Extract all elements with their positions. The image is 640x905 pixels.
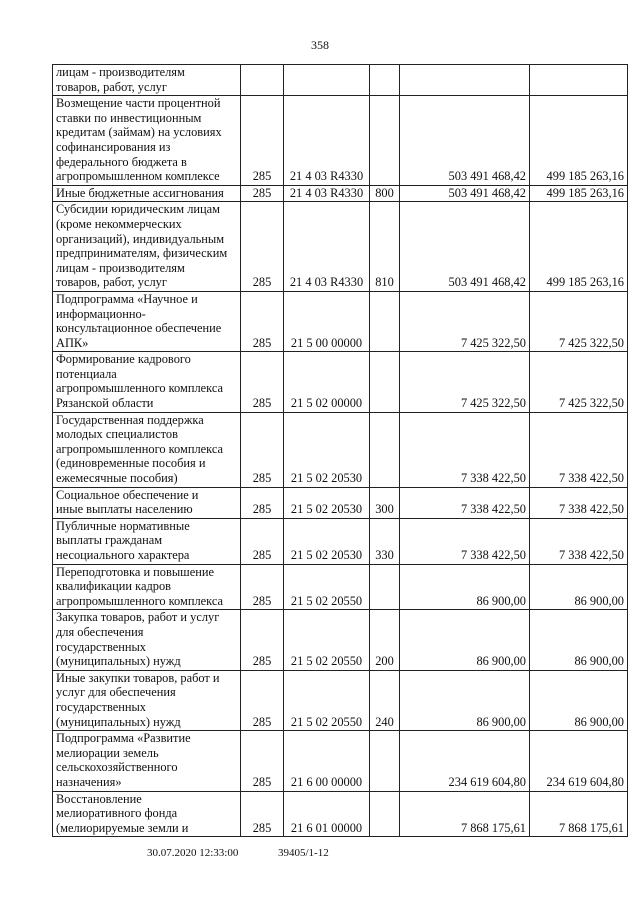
row-name-line: государственных <box>56 639 147 654</box>
target-article-cell: 21 5 02 20530 <box>284 487 370 518</box>
row-name-line: агропромышленного комплекса <box>56 441 224 456</box>
target-article-cell: 21 5 02 20550 <box>284 610 370 670</box>
row-name-line: товаров, работ, услуг <box>56 79 167 94</box>
row-name-cell <box>53 96 241 186</box>
table-row <box>53 65 628 96</box>
expense-type-cell <box>370 731 400 791</box>
expense-type-cell <box>370 96 400 186</box>
department-code-cell: 285 <box>241 352 284 412</box>
row-name-cell <box>53 352 241 412</box>
row-name-line: государственных <box>56 699 147 714</box>
row-name-line: Возмещение части процентной <box>56 96 221 111</box>
amount-2022-cell: 7 425 322,50 <box>530 352 628 412</box>
table-row <box>53 487 628 518</box>
row-name-line: федерального бюджета в <box>56 154 187 169</box>
row-name-line: Подпрограмма «Развитие <box>56 731 191 746</box>
expense-type-cell <box>370 65 400 96</box>
table-row <box>53 96 628 186</box>
target-article-cell: 21 5 02 20550 <box>284 670 370 730</box>
amount-2021-cell: 7 338 422,50 <box>400 518 530 564</box>
row-name-line: (кроме некоммерческих <box>56 216 182 231</box>
amount-2021-cell: 7 425 322,50 <box>400 291 530 351</box>
row-name-line: агропромышленного комплекса <box>56 593 224 608</box>
row-name-line: мелиоративного фонда <box>56 806 178 821</box>
row-name-cell <box>53 610 241 670</box>
row-name-line: лицам - производителям <box>56 260 185 275</box>
row-name-line: (муниципальных) нужд <box>56 714 181 729</box>
amount-2021-cell: 7 338 422,50 <box>400 412 530 487</box>
row-name-line: сельскохозяйственного <box>56 760 178 775</box>
department-code-cell: 285 <box>241 670 284 730</box>
target-article-cell: 21 6 00 00000 <box>284 731 370 791</box>
amount-2021-cell: 503 491 468,42 <box>400 96 530 186</box>
table-row <box>53 185 628 202</box>
department-code-cell: 285 <box>241 96 284 186</box>
amount-2022-cell: 499 185 263,16 <box>530 185 628 202</box>
expense-type-cell <box>370 791 400 837</box>
department-code-cell: 285 <box>241 518 284 564</box>
row-name-line: кредитам (займам) на условиях <box>56 125 222 140</box>
table-row <box>53 291 628 351</box>
department-code-cell: 285 <box>241 291 284 351</box>
row-name-line: Закупка товаров, работ и услуг <box>56 610 220 625</box>
target-article-cell: 21 4 03 R4330 <box>284 96 370 186</box>
table-row <box>53 564 628 610</box>
department-code-cell: 285 <box>241 610 284 670</box>
amount-2021-cell: 7 425 322,50 <box>400 352 530 412</box>
expense-type-cell: 800 <box>370 185 400 202</box>
target-article-cell: 21 5 02 00000 <box>284 352 370 412</box>
amount-2022-cell: 7 425 322,50 <box>530 291 628 351</box>
amount-2022-cell: 86 900,00 <box>530 610 628 670</box>
amount-2021-cell: 86 900,00 <box>400 670 530 730</box>
target-article-cell <box>284 65 370 96</box>
row-name-line: товаров, работ, услуг <box>56 275 167 290</box>
expense-type-cell: 330 <box>370 518 400 564</box>
row-name-line: агропромышленном комплексе <box>56 169 220 184</box>
row-name-cell <box>53 65 241 96</box>
row-name-line: Государственная поддержка <box>56 412 204 427</box>
amount-2021-cell: 503 491 468,42 <box>400 185 530 202</box>
row-name-cell <box>53 291 241 351</box>
amount-2022-cell: 86 900,00 <box>530 670 628 730</box>
row-name-line: агропромышленного комплекса <box>56 381 224 396</box>
amount-2022-cell <box>530 65 628 96</box>
row-name-line: (единовременные пособия и <box>56 456 206 471</box>
department-code-cell: 285 <box>241 791 284 837</box>
row-name-line: для обеспечения <box>56 624 144 639</box>
row-name-line: предпринимателям, физическим <box>56 246 228 261</box>
amount-2022-cell: 86 900,00 <box>530 564 628 610</box>
amount-2022-cell: 499 185 263,16 <box>530 96 628 186</box>
row-name-line: Субсидии юридическим лицам <box>56 202 221 217</box>
amount-2022-cell: 7 338 422,50 <box>530 412 628 487</box>
table-row <box>53 202 628 292</box>
target-article-cell: 21 4 03 R4330 <box>284 202 370 292</box>
amount-2022-cell: 7 338 422,50 <box>530 518 628 564</box>
row-name-cell <box>53 564 241 610</box>
expense-type-cell: 200 <box>370 610 400 670</box>
expense-type-cell: 300 <box>370 487 400 518</box>
table-row <box>53 731 628 791</box>
table-row <box>53 610 628 670</box>
amount-2022-cell: 7 868 175,61 <box>530 791 628 837</box>
page-number: 358 <box>311 38 329 52</box>
row-name-line: молодых специалистов <box>56 427 178 442</box>
department-code-cell <box>241 65 284 96</box>
row-name-cell <box>53 487 241 518</box>
expense-type-cell: 240 <box>370 670 400 730</box>
amount-2021-cell: 7 338 422,50 <box>400 487 530 518</box>
row-name-cell <box>53 731 241 791</box>
expense-type-cell <box>370 291 400 351</box>
row-name-line: консультационное обеспечение <box>56 321 222 336</box>
row-name-line: Подпрограмма «Научное и <box>56 291 198 306</box>
row-name-line: Восстановление <box>56 791 142 806</box>
target-article-cell: 21 5 02 20530 <box>284 412 370 487</box>
amount-2022-cell: 499 185 263,16 <box>530 202 628 292</box>
row-name-cell <box>53 412 241 487</box>
row-name-line: АПК» <box>56 335 89 350</box>
department-code-cell: 285 <box>241 731 284 791</box>
row-name-line: Иные закупки товаров, работ и <box>56 670 220 685</box>
amount-2021-cell: 234 619 604,80 <box>400 731 530 791</box>
table-row <box>53 412 628 487</box>
row-name-line: Публичные нормативные <box>56 518 190 533</box>
row-name-line: услуг для обеспечения <box>56 685 176 700</box>
footer-document-code: 39405/1-12 <box>278 847 329 859</box>
row-name-line: Социальное обеспечение и <box>56 487 199 502</box>
department-code-cell: 285 <box>241 487 284 518</box>
row-name-line: Переподготовка и повышение <box>56 564 214 579</box>
row-name-line: Формирование кадрового <box>56 352 191 367</box>
department-code-cell: 285 <box>241 202 284 292</box>
row-name-line: Рязанской области <box>56 396 154 411</box>
row-name-line: (мелиорируемые земли и <box>56 820 189 835</box>
amount-2021-cell: 86 900,00 <box>400 564 530 610</box>
row-name-line: иные выплаты населению <box>56 502 193 517</box>
row-name-cell <box>53 518 241 564</box>
row-name-line: мелиорации земель <box>56 745 159 760</box>
amount-2021-cell <box>400 65 530 96</box>
row-name-line: (муниципальных) нужд <box>56 654 181 669</box>
row-name-line: лицам - производителям <box>56 65 185 79</box>
amount-2022-cell: 234 619 604,80 <box>530 731 628 791</box>
expense-type-cell <box>370 564 400 610</box>
row-name-line: ежемесячные пособия) <box>56 471 178 486</box>
row-name-cell <box>53 791 241 837</box>
row-name-line: назначения» <box>56 774 122 789</box>
table-row <box>53 670 628 730</box>
target-article-cell: 21 5 02 20530 <box>284 518 370 564</box>
department-code-cell: 285 <box>241 185 284 202</box>
row-name-line: выплаты гражданам <box>56 533 163 548</box>
row-name-cell <box>53 185 241 202</box>
amount-2021-cell: 7 868 175,61 <box>400 791 530 837</box>
expense-type-cell <box>370 412 400 487</box>
row-name-line: Иные бюджетные ассигнования <box>56 185 224 200</box>
footer-timestamp: 30.07.2020 12:33:00 <box>147 847 239 859</box>
amount-2022-cell: 7 338 422,50 <box>530 487 628 518</box>
row-name-line: несоциального характера <box>56 548 190 562</box>
expense-type-cell <box>370 352 400 412</box>
table-row <box>53 518 628 564</box>
amount-2021-cell: 503 491 468,42 <box>400 202 530 292</box>
row-name-cell <box>53 202 241 292</box>
row-name-line: потенциала <box>56 366 117 381</box>
target-article-cell: 21 5 02 20550 <box>284 564 370 610</box>
target-article-cell: 21 5 00 00000 <box>284 291 370 351</box>
table-row <box>53 791 628 837</box>
department-code-cell: 285 <box>241 412 284 487</box>
row-name-line: организаций), индивидуальным <box>56 231 225 246</box>
row-name-line: ставки по инвестиционным <box>56 110 202 125</box>
table-row <box>53 352 628 412</box>
target-article-cell: 21 6 01 00000 <box>284 791 370 837</box>
row-name-line: информационно- <box>56 306 146 321</box>
row-name-line: софинансирования из <box>56 139 171 154</box>
target-article-cell: 21 4 03 R4330 <box>284 185 370 202</box>
expense-type-cell: 810 <box>370 202 400 292</box>
budget-table <box>52 64 628 837</box>
department-code-cell: 285 <box>241 564 284 610</box>
row-name-line: квалификации кадров <box>56 579 171 594</box>
amount-2021-cell: 86 900,00 <box>400 610 530 670</box>
row-name-cell <box>53 670 241 730</box>
